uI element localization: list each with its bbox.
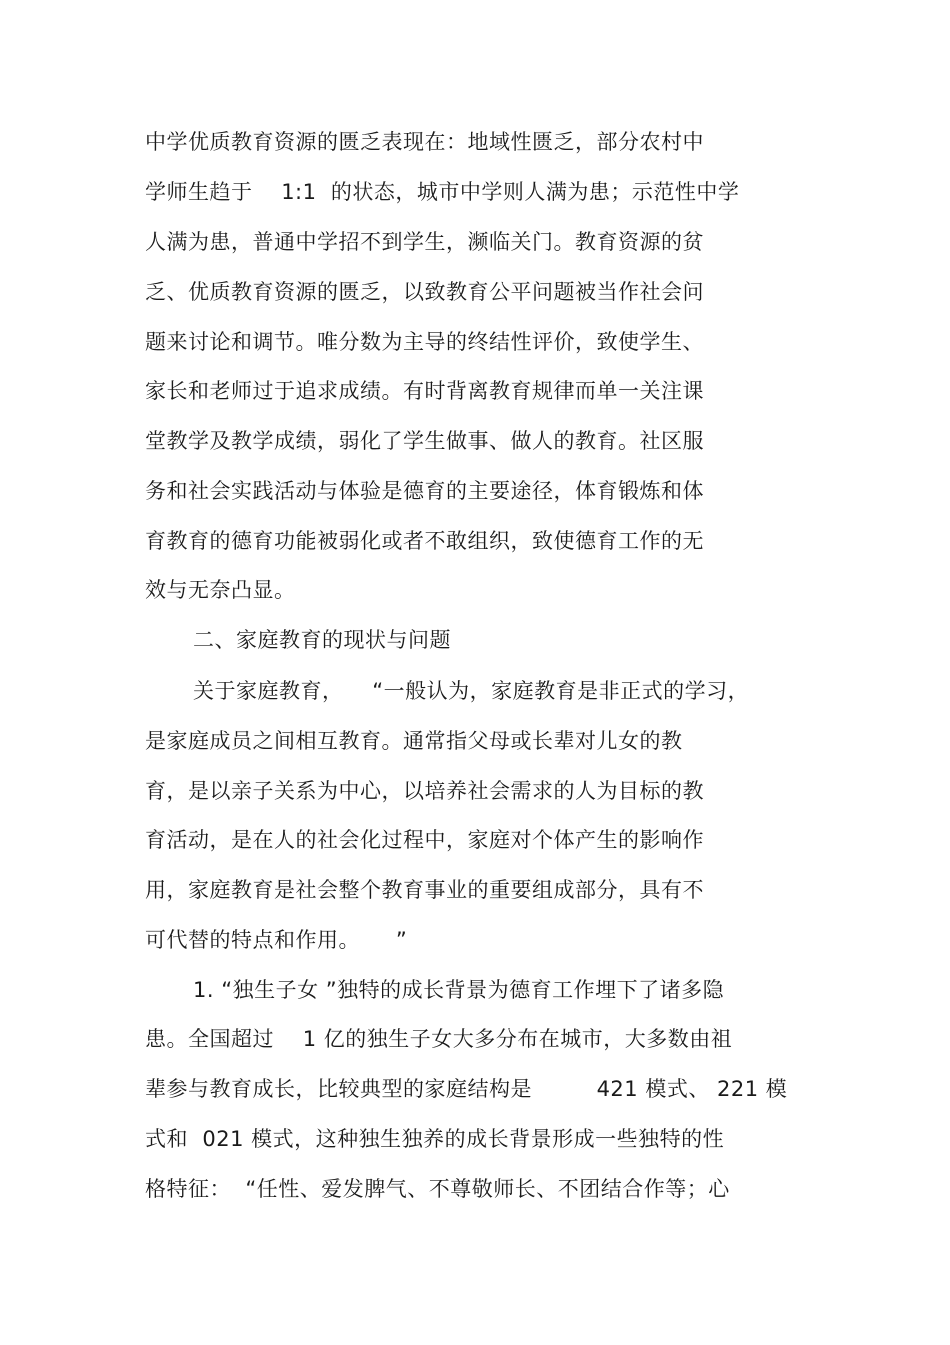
text-line-13: 是家庭成员之间相互教育。通常指父母或长辈对儿女的教 [145, 729, 683, 753]
section-heading: 二、家庭教育的现状与问题 [193, 628, 451, 652]
text-line-6: 家长和老师过于追求成绩。有时背离教育规律而单一关注课 [145, 379, 704, 403]
text-line-5: 题来讨论和调节。唯分数为主导的终结性评价，致使学生、 [145, 330, 704, 354]
text-line-12: 关于家庭教育， “一般认为，家庭教育是非正式的学习， [193, 679, 750, 703]
text-line-16: 用，家庭教育是社会整个教育事业的重要组成部分，具有不 [145, 878, 704, 902]
text-line-20: 辈参与教育成长，比较典型的家庭结构是 421 模式、 221 模 [145, 1077, 788, 1101]
text-line-10: 效与无奈凸显。 [145, 578, 296, 602]
text-line-18: 1. “独生子女 ”独特的成长背景为德育工作埋下了诸多隐 [193, 978, 725, 1002]
text-line-21: 式和 021 模式，这种独生独养的成长背景形成一些独特的性 [145, 1127, 725, 1151]
text-line-8: 务和社会实践活动与体验是德育的主要途径，体育锻炼和体 [145, 479, 704, 503]
text-line-14: 育，是以亲子关系为中心，以培养社会需求的人为目标的教 [145, 779, 704, 803]
text-line-4: 乏、优质教育资源的匮乏，以致教育公平问题被当作社会问 [145, 280, 704, 304]
text-line-9: 育教育的德育功能被弱化或者不敢组织，致使德育工作的无 [145, 529, 704, 553]
text-line-19: 患。全国超过 1 亿的独生子女大多分布在城市，大多数由祖 [145, 1027, 733, 1051]
text-line-3: 人满为患，普通中学招不到学生，濒临关门。教育资源的贫 [145, 230, 704, 254]
text-line-2: 学师生趋于 1:1 的状态，城市中学则人满为患；示范性中学 [145, 180, 740, 204]
text-line-7: 堂教学及教学成绩，弱化了学生做事、做人的教育。社区服 [145, 429, 704, 453]
text-line-17: 可代替的特点和作用。 ” [145, 928, 408, 952]
text-line-22: 格特征： “任性、爱发脾气、不尊敬师长、不团结合作等；心 [145, 1177, 730, 1201]
text-line-15: 育活动，是在人的社会化过程中，家庭对个体产生的影响作 [145, 828, 704, 852]
text-line-1: 中学优质教育资源的匮乏表现在：地域性匮乏，部分农村中 [145, 130, 704, 154]
